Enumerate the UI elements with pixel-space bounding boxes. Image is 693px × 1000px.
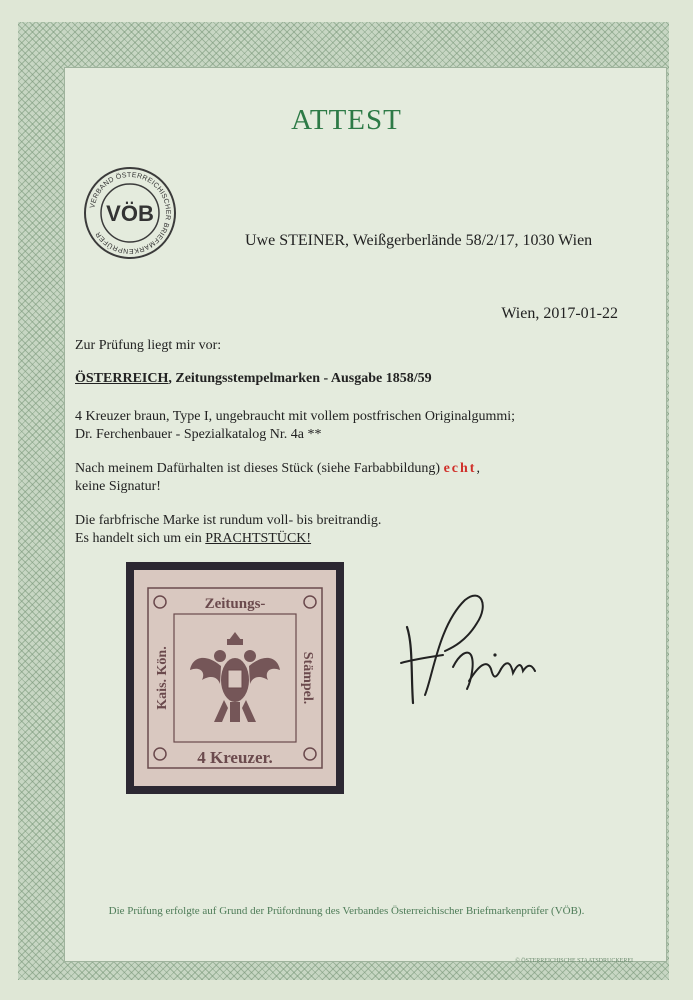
printer-copyright: © ÖSTERREICHISCHE STAATSDRUCKEREI (515, 958, 633, 964)
condition-line-2 (75, 530, 311, 548)
condition-prefix: Es handelt sich um ein (75, 531, 206, 546)
stamp-image (134, 570, 336, 786)
condition-line-1: Die farbfrische Marke ist rundum voll- bis breitrandig. (75, 513, 382, 528)
opinion-suffix: , (476, 461, 480, 476)
corner-ornament (304, 596, 316, 608)
certificate-date: Wien, 2017-01-22 (501, 305, 618, 322)
voeb-seal (82, 165, 178, 261)
certificate-title: ATTEST (291, 104, 402, 136)
seal-monogram: VÖB (106, 201, 154, 226)
echt-verdict: echt (443, 461, 477, 476)
stamp-design (134, 570, 336, 786)
stamp-right-text: Stämpel. (300, 651, 315, 705)
issue-line (75, 370, 432, 388)
stamp-left-text: Kais. Kön. (155, 646, 170, 710)
seal-ring-text: VERBAND ÖSTERREICHISCHER BRIEFMARKENPRÜFER (89, 171, 172, 255)
opinion-line-1 (75, 460, 480, 478)
condition-grade: PRACHTSTÜCK! (205, 531, 312, 546)
stamp-bottom-text: 4 Kreuzer. (197, 748, 273, 767)
intro-text: Zur Prüfung liegt mir vor: (75, 338, 222, 353)
footer-note: Die Prüfung erfolgte auf Grund der Prüfordnung des Verbandes Österreichischer Briefmarkenprüfer (VÖB). (108, 905, 585, 917)
examiner-address: Uwe STEINER, Weißgerberlände 58/2/17, 1030 Wien (245, 232, 593, 249)
examiner-signature (395, 585, 545, 715)
corner-ornament (154, 596, 166, 608)
country-name: ÖSTERREICH (75, 371, 169, 386)
corner-ornament (154, 748, 166, 760)
issue-name: , Zeitungsstempelmarken - Ausgabe 1858/59 (168, 371, 432, 386)
description-line-2: Dr. Ferchenbauer - Spezialkatalog Nr. 4a ** (75, 427, 322, 442)
description-line-1: 4 Kreuzer braun, Type I, ungebraucht mit vollem postfrischen Originalgummi; (75, 409, 516, 424)
stamp-photo-mount (126, 562, 344, 794)
stamp-top-text: Zeitungs- (204, 596, 266, 612)
opinion-prefix: Nach meinem Dafürhalten ist dieses Stück (siehe Farbabbildung) (75, 461, 441, 476)
opinion-line-2: keine Signatur! (75, 479, 161, 494)
corner-ornament (304, 748, 316, 760)
